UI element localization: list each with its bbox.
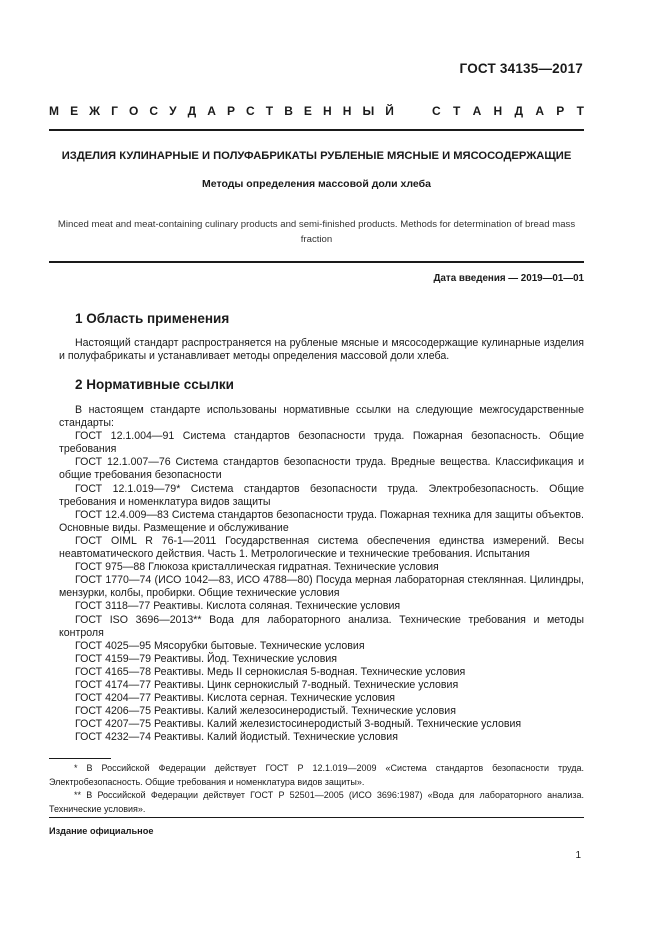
english-title: Minced meat and meat-containing culinary products and semi-finished products. Methods for determination of bread mass fraction <box>57 219 576 245</box>
header-divider <box>49 129 584 131</box>
reference-item: ГОСТ 12.1.004—91 Система стандартов безопасности труда. Пожарная безопасность. Общие требования <box>59 430 584 456</box>
reference-item: ГОСТ 4174—77 Реактивы. Цинк сернокислый 7-водный. Технические условия <box>75 678 459 691</box>
reference-item: ГОСТ 3118—77 Реактивы. Кислота соляная. Технические условия <box>75 600 401 613</box>
reference-item: ГОСТ 4207—75 Реактивы. Калий железистосинеродистый 3-водный. Технические условия <box>75 718 522 731</box>
document-subtitle: Методы определения массовой доли хлеба <box>202 178 431 190</box>
effective-date: Дата введения — 2019—01—01 <box>433 273 584 284</box>
footnote: ** В Российской Федерации действует ГОСТ Р 52501—2005 (ИСО 3696:1987) «Вода для лабораторного анализа. Технические условия». <box>49 790 584 814</box>
footer-divider <box>49 817 584 818</box>
reference-item: ГОСТ 4204—77 Реактивы. Кислота серная. Технические условия <box>75 692 396 705</box>
page-number: 1 <box>575 850 581 861</box>
normative-references-list <box>59 404 584 744</box>
reference-item: ГОСТ ISO 3696—2013** Вода для лабораторного анализа. Технические требования и методы контроля <box>59 613 584 639</box>
section-2-heading: 2 Нормативные ссылки <box>75 377 234 392</box>
reference-item: ГОСТ 12.4.009—83 Система стандартов безопасности труда. Пожарная техника для защиты объектов. Основные виды. Размещение и обслуживание <box>59 508 584 534</box>
edition-note: Издание официальное <box>49 826 154 836</box>
footnote-divider <box>49 758 111 759</box>
reference-item: ГОСТ 4206—75 Реактивы. Калий железосинеродистый. Технические условия <box>75 705 456 718</box>
reference-item: ГОСТ 4025—95 Мясорубки бытовые. Технические условия <box>75 639 365 652</box>
reference-item: ГОСТ 4159—79 Реактивы. Йод. Технические условия <box>75 652 338 665</box>
reference-item: ГОСТ 1770—74 (ИСО 1042—83, ИСО 4788—80) Посуда мерная лабораторная стеклянная. Цилиндры, мензурки, колбы, пробирки. Общие технические условия <box>59 574 584 600</box>
references-intro: В настоящем стандарте использованы нормативные ссылки на следующие межгосударственные стандарты: <box>59 404 584 430</box>
interstate-standard-banner <box>49 104 584 118</box>
reference-item: ГОСТ OIML R 76-1—2011 Государственная система обеспечения единства измерений. Весы неавтоматического действия. Часть 1. Метрологические и технические требования. Испытания <box>59 534 584 561</box>
footnote: * В Российской Федерации действует ГОСТ Р 12.1.019—2009 «Система стандартов безопасности труда. Электробезопасность. Общие требования и номенклатура видов защиты». <box>49 763 584 787</box>
standard-word: С Т А Н Д А Р Т <box>432 104 584 118</box>
section-1-heading: 1 Область применения <box>75 311 230 326</box>
document-title: ИЗДЕЛИЯ КУЛИНАРНЫЕ И ПОЛУФАБРИКАТЫ РУБЛЕНЫЕ МЯСНЫЕ И МЯСОСОДЕРЖАЩИЕ <box>61 150 572 162</box>
reference-item: ГОСТ 12.1.019—79* Система стандартов безопасности труда. Электробезопасность. Общие требования и номенклатура видов защиты <box>59 482 584 508</box>
interstate-word: М Е Ж Г О С У Д А Р С Т В Е Н Н Ы Й <box>49 104 394 118</box>
footnotes <box>49 762 584 816</box>
section-1-text: Настоящий стандарт распространяется на рубленые мясные и мясосодержащие кулинарные изделия и полуфабрикаты и устанавливает методы определения массовой доли хлеба. <box>59 337 584 363</box>
title-divider <box>49 261 584 263</box>
reference-item: ГОСТ 12.1.007—76 Система стандартов безопасности труда. Вредные вещества. Классификация и общие требования безопасности <box>59 456 584 482</box>
reference-item: ГОСТ 4232—74 Реактивы. Калий йодистый. Технические условия <box>75 731 398 744</box>
document-number: ГОСТ 34135—2017 <box>459 61 583 76</box>
reference-item: ГОСТ 4165—78 Реактивы. Медь II сернокислая 5-водная. Технические условия <box>75 665 466 678</box>
reference-item: ГОСТ 975—88 Глюкоза кристаллическая гидратная. Технические условия <box>75 561 439 574</box>
